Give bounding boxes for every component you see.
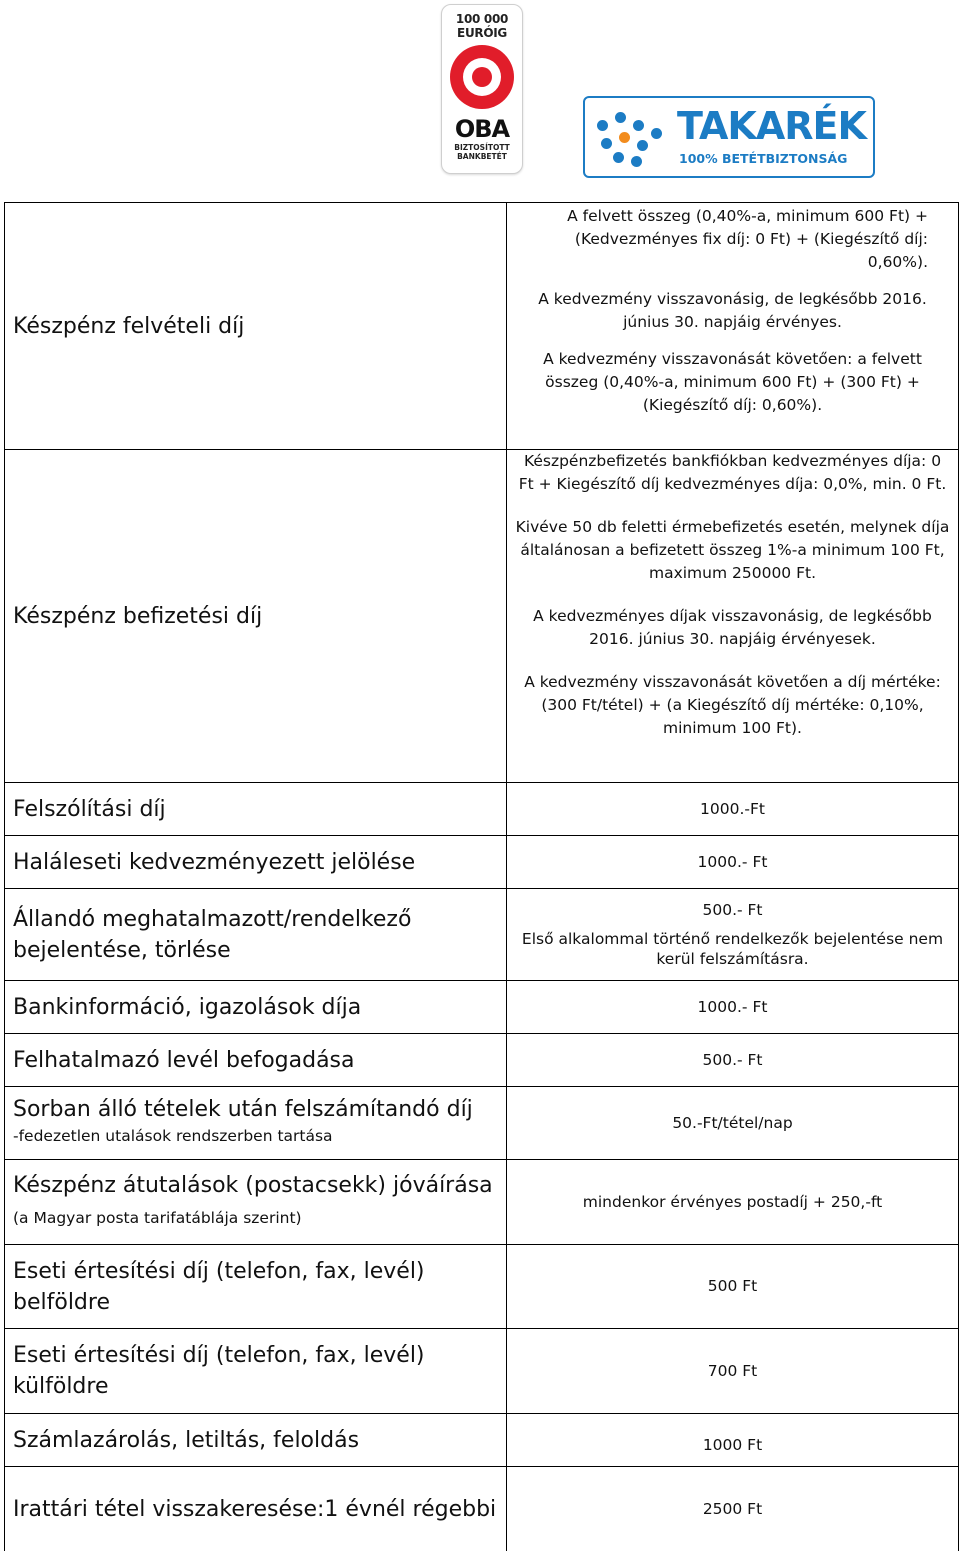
oba-logo [441,4,523,174]
takarek-logo [583,96,875,178]
fee-value-text: A kedvezmény visszavonását követően: a felvett összeg (0,40%-a, minimum 600 Ft) + (300 Ft) + (Kiegészítő díj: 0,60%). [543,350,922,414]
fee-value-text: A kedvezmény visszavonásig, de legkésőbb 2016. június 30. napjáig érvényes. [538,290,927,331]
fee-label-text: Állandó meghatalmazott/rendelkező bejelentése, törlése [13,906,412,963]
table-row [5,1414,959,1467]
fee-value-text: Készpénzbefizetés bankfiókban kedvezményes díja: 0 Ft + Kiegészítő díj kedvezményes díja: 0,0%, min. 0 Ft. [518,452,947,493]
fee-label [5,1414,507,1466]
takarek-dots-icon [597,112,667,164]
fee-value-text: 500.- Ft [702,901,763,919]
fee-value [507,203,959,449]
fee-value [507,889,959,980]
fee-label [5,889,507,980]
fee-label [5,783,507,835]
fee-value [507,1245,959,1328]
fee-value-text: 500 Ft [707,1277,758,1295]
oba-logo-line2: EURÓIG [457,26,507,40]
fee-label [5,1034,507,1086]
fee-label-note: -fedezetlen utalások rendszerben tartása [13,1127,333,1145]
oba-logo-sub2: BANKBETÉT [457,152,507,161]
table-row [5,1034,959,1087]
fee-label-text: Sorban álló tételek után felszámítandó díj [13,1097,473,1122]
table-row [5,203,959,450]
fee-value-text: 500.- Ft [702,1050,763,1069]
fee-label-note: (a Magyar posta tarifatáblája szerint) [13,1209,302,1227]
table-row [5,981,959,1034]
fee-value-text: 1000.-Ft [700,799,765,818]
fee-label-text: Bankinformáció, igazolások díja [13,994,362,1020]
fee-table [4,202,959,1551]
fee-value [507,1414,959,1466]
fee-value-text: Kivéve 50 db feletti érmebefizetés esetén, melynek díja általánosan a befizetett összeg 1%-a minimum 100 Ft, maximum 250000 Ft. [515,518,950,582]
fee-value-text: Első alkalommal történő rendelkezők bejelentése nem kerül felszámításra. [521,930,944,968]
table-row [5,1467,959,1551]
fee-label-text: Irattári tétel visszakeresése:1 évnél régebbi [13,1496,497,1522]
fee-value-text: 50.-Ft/tétel/nap [672,1113,793,1132]
fee-value [507,1160,959,1244]
fee-label [5,836,507,888]
fee-value [507,1467,959,1551]
fee-value-text: A kedvezmény visszavonását követően a díj mértéke: (300 Ft/tétel) + (a Kiegészítő díj mértéke: 0,10%, minimum 100 Ft). [524,673,941,737]
fee-value [507,981,959,1033]
fee-value-text: A felvett összeg (0,40%-a, minimum 600 Ft) + (Kedvezményes fix díj: 0 Ft) + (Kiegészítő díj: 0,60%). [567,207,928,271]
table-row [5,836,959,889]
takarek-logo-tagline: 100% BETÉTBIZTONSÁG [679,151,848,166]
fee-label [5,450,507,782]
table-row [5,889,959,981]
fee-value-text: 1000 Ft [702,1435,763,1454]
fee-label-text: Készpénz befizetési díj [13,603,263,629]
oba-logo-sub1: BIZTOSÍTOTT [454,143,510,152]
fee-label-text: Készpénz felvételi díj [13,313,245,339]
fee-value-text: 1000.- Ft [697,852,768,871]
table-row [5,1160,959,1245]
fee-label [5,203,507,449]
fee-value-text: A kedvezményes díjak visszavonásig, de legkésőbb 2016. június 30. napjáig érvényesek. [533,607,932,648]
fee-label [5,1087,507,1159]
fee-label-text: Eseti értesítési díj (telefon, fax, levél) külföldre [13,1343,425,1399]
fee-label [5,1245,507,1328]
fee-label-main: Készpénz átutalások (postacsekk) jóváírása [13,1173,493,1198]
fee-value [507,1034,959,1086]
table-row [5,1245,959,1329]
fee-value [507,450,959,782]
fee-label-text: Haláleseti kedvezményezett jelölése [13,849,416,875]
fee-label-text: Eseti értesítési díj (telefon, fax, levél) belföldre [13,1258,425,1315]
fee-value-text: 700 Ft [707,1361,758,1380]
table-row [5,783,959,836]
fee-value [507,1087,959,1159]
fee-value-text: 2500 Ft [702,1499,763,1518]
fee-value [507,783,959,835]
fee-value-text: 1000.- Ft [697,997,768,1016]
fee-label-text [13,1170,498,1234]
fee-value-text: mindenkor érvényes postadíj + 250,-ft [582,1192,883,1211]
fee-value [507,1329,959,1413]
fee-label [5,981,507,1033]
takarek-logo-name: TAKARÉK [677,104,866,148]
oba-circle-icon [450,45,514,109]
fee-label [5,1467,507,1551]
fee-label-text: Felszólítási díj [13,796,166,822]
fee-label-text: Számlazárolás, letiltás, feloldás [13,1427,360,1453]
table-row [5,1329,959,1414]
table-row [5,1087,959,1160]
fee-value [507,836,959,888]
fee-label-text: Felhatalmazó levél befogadása [13,1047,355,1073]
fee-label [5,1329,507,1413]
oba-logo-line1: 100 000 [455,12,509,26]
oba-logo-name: OBA [454,115,510,143]
fee-label [5,1160,507,1244]
table-row [5,450,959,783]
